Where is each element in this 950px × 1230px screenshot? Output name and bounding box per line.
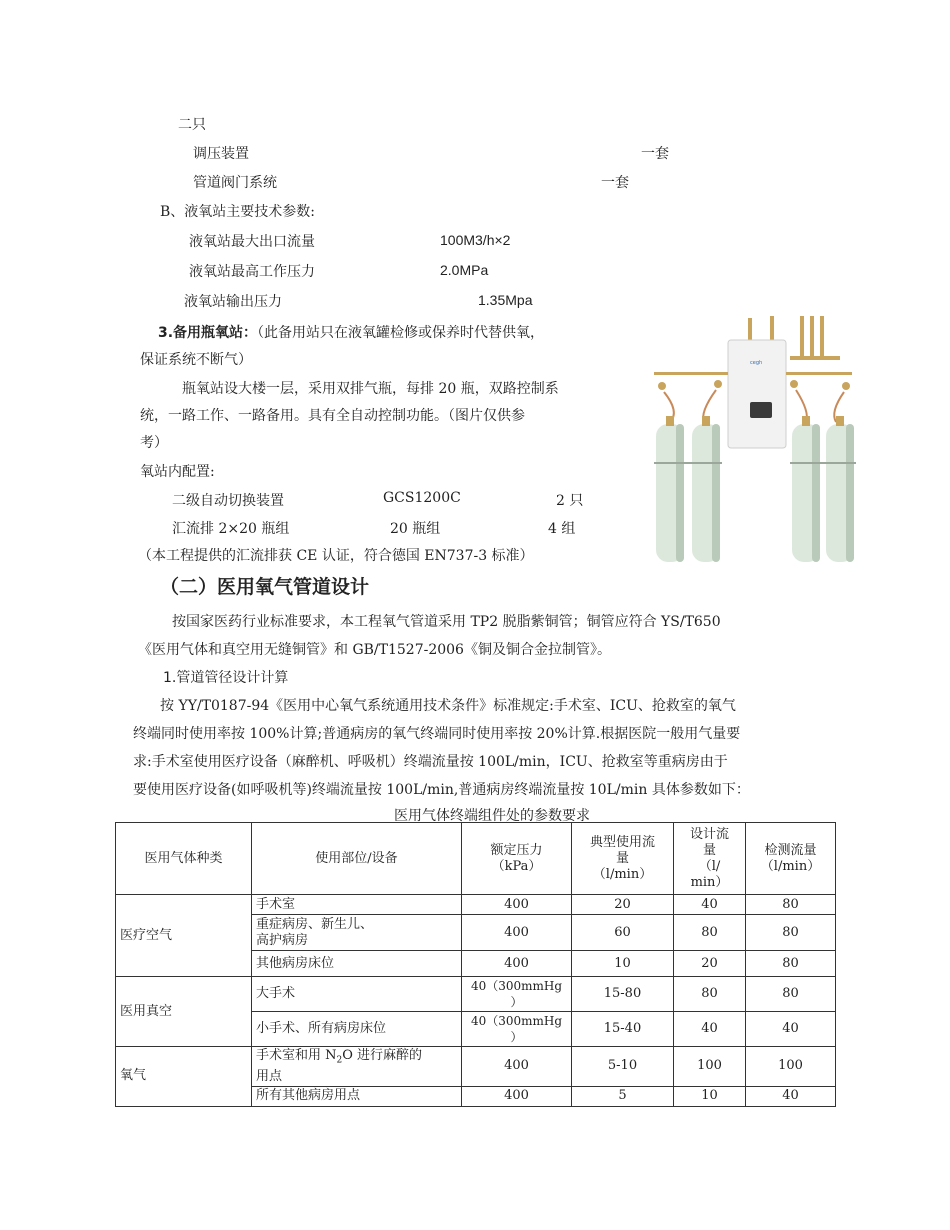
location-cell: 其他病房床位: [252, 951, 462, 977]
config-row-qty: 4 组: [548, 521, 576, 537]
ce-certification-note: （本工程提供的汇流排获 CE 认证，符合德国 EN737-3 标准）: [138, 548, 534, 564]
oxygen-manifold-photo: [640, 312, 860, 567]
typical-cell: 15-80: [572, 977, 674, 1012]
table-header-row: [116, 823, 836, 895]
gas-type-cell: 医疗空气: [116, 895, 252, 977]
design-cell: 80: [674, 977, 746, 1012]
test-cell: 40: [746, 1012, 836, 1047]
lox-param-value: 2.0MPa: [440, 262, 489, 278]
design-cell: 40: [674, 895, 746, 915]
location-cell: 大手术: [252, 977, 462, 1012]
riser-pipe: [820, 316, 824, 356]
regulator-name: 调压装置: [193, 146, 249, 162]
lox-param-value: 1.35Mpa: [478, 292, 533, 308]
lox-param-value: 100M3/h×2: [440, 232, 511, 248]
config-row-model: 20 瓶组: [390, 521, 441, 537]
config-row-model: GCS1200C: [383, 490, 461, 506]
riser-pipe: [810, 316, 814, 356]
gas-cylinder: [792, 416, 820, 562]
regulator-qty: 一套: [641, 146, 669, 162]
test-cell: 80: [746, 895, 836, 915]
pressure-cell: 40（300mmHg ）: [462, 977, 572, 1012]
backup-station-intro: [158, 322, 544, 342]
gas-cylinder: [826, 416, 854, 562]
riser-pipe: [800, 316, 804, 356]
header-gas: 医用气体种类: [116, 823, 252, 895]
gas-cylinder: [692, 416, 720, 562]
gauge-icon: [790, 380, 798, 388]
pressure-cell: 400: [462, 895, 572, 915]
pressure-cell: 40（300mmHg ）: [462, 1012, 572, 1047]
header-pressure: 额定压力（kPa）: [462, 823, 572, 895]
backup-desc-line: 统，一路工作、一路备用。具有全自动控制功能。（图片仅供参: [140, 408, 525, 424]
cylinder-strap: [654, 462, 722, 464]
config-row-name: 汇流排 2×20 瓶组: [172, 521, 290, 537]
location-cell: 小手术、所有病房床位: [252, 1012, 462, 1047]
gas-terminal-params-table: [115, 822, 836, 1107]
location-cell: 手术室: [252, 895, 462, 915]
test-cell: 100: [746, 1047, 836, 1087]
panel-screen: [750, 402, 772, 418]
test-cell: 80: [746, 951, 836, 977]
design-cell: 40: [674, 1012, 746, 1047]
backup-station-intro-text: （此备用站只在液氧罐检修或保养时代替供氧，: [257, 325, 545, 341]
backup-desc-line: 考）: [140, 435, 168, 451]
lox-param-name: 液氧站最高工作压力: [189, 264, 315, 280]
backup-desc-line: 瓶氧站设大楼一层，采用双排气瓶，每排 20 瓶，双路控制系: [182, 381, 559, 397]
header-design-flow: 设计流 量 （l/ min）: [674, 823, 746, 895]
equipment-line-two: 二只: [178, 117, 206, 133]
lox-param-name: 液氧站输出压力: [184, 294, 282, 310]
paragraph-line: 按国家医药行业标准要求，本工程氧气管道采用 TP2 脱脂紫铜管；铜管应符合 YS/T650: [172, 614, 721, 630]
design-cell: 10: [674, 1086, 746, 1106]
paragraph-line: 要使用医疗设备(如呼吸机等)终端流量按 100L/min,普通病房终端流量按 10L/min 具体参数如下：: [133, 782, 750, 798]
header-test-flow: 检测流量（l/min）: [746, 823, 836, 895]
table-caption: 医用气体终端组件处的参数要求: [394, 808, 590, 824]
gas-type-cell: 氧气: [116, 1047, 252, 1107]
test-cell: 80: [746, 915, 836, 951]
design-cell: 20: [674, 951, 746, 977]
table-row: [116, 977, 836, 1012]
gauge-icon: [842, 382, 850, 390]
test-cell: 80: [746, 977, 836, 1012]
panel-brand-label: cegh: [750, 360, 763, 366]
control-panel: [728, 340, 786, 448]
design-cell: 100: [674, 1047, 746, 1087]
manifold-bar-right: [786, 372, 852, 375]
typical-cell: 5-10: [572, 1047, 674, 1087]
test-cell: 40: [746, 1086, 836, 1106]
backup-station-title: 3.备用瓶氧站：: [158, 325, 258, 341]
typical-cell: 15-40: [572, 1012, 674, 1047]
location-cell: 所有其他病房用点: [252, 1086, 462, 1106]
lox-params-title: B、液氧站主要技术参数:: [160, 204, 316, 220]
config-row-qty: 2 只: [556, 493, 584, 509]
pressure-cell: 400: [462, 915, 572, 951]
design-cell: 80: [674, 915, 746, 951]
paragraph-line: 按 YY/T0187-94《医用中心氧气系统通用技术条件》标准规定:手术室、ICU、抢救室的氧气: [160, 698, 736, 714]
gas-cylinder: [656, 416, 684, 562]
section-heading: （二）医用氧气管道设计: [160, 576, 370, 598]
backup-station-intro-line2: 保证系统不断气）: [140, 352, 252, 368]
pipe-valve-qty: 一套: [601, 175, 629, 191]
pressure-cell: 400: [462, 1086, 572, 1106]
subsection-heading: 1.管道管径设计计算: [163, 670, 289, 686]
header-typical-flow: 典型使用流 量 （l/min）: [572, 823, 674, 895]
gauge-icon: [658, 382, 666, 390]
pipe-valve-name: 管道阀门系统: [193, 175, 277, 191]
location-cell: 重症病房、新生儿、 高护病房: [252, 915, 462, 951]
paragraph-line: 求:手术室使用医疗设备（麻醉机、呼吸机）终端流量按 100L/min，ICU、抢救室等重病房由于: [133, 754, 728, 770]
config-row-name: 二级自动切换装置: [172, 493, 284, 509]
typical-cell: 60: [572, 915, 674, 951]
paragraph-line: 《医用气体和真空用无缝铜管》和 GB/T1527-2006《铜及铜合金拉制管》。: [138, 642, 611, 658]
gas-type-cell: 医用真空: [116, 977, 252, 1047]
pressure-cell: 400: [462, 951, 572, 977]
typical-cell: 10: [572, 951, 674, 977]
typical-cell: 5: [572, 1086, 674, 1106]
header-pipe: [790, 356, 840, 360]
header-location: 使用部位/设备: [252, 823, 462, 895]
table-row: [116, 1047, 836, 1087]
paragraph-line: 终端同时使用率按 100%计算;普通病房的氧气终端同时使用率按 20%计算.根据医院一般用气量要: [133, 726, 741, 742]
manifold-bar-left: [654, 372, 728, 375]
config-title: 氧站内配置:: [140, 464, 215, 480]
cylinder-strap: [790, 462, 856, 464]
pressure-cell: 400: [462, 1047, 572, 1087]
typical-cell: 20: [572, 895, 674, 915]
table-row: [116, 895, 836, 915]
gauge-icon: [714, 380, 722, 388]
location-cell: 手术室和用 $N_2O$ 进行麻醉的 用点: [252, 1047, 462, 1087]
lox-param-name: 液氧站最大出口流量: [189, 234, 315, 250]
